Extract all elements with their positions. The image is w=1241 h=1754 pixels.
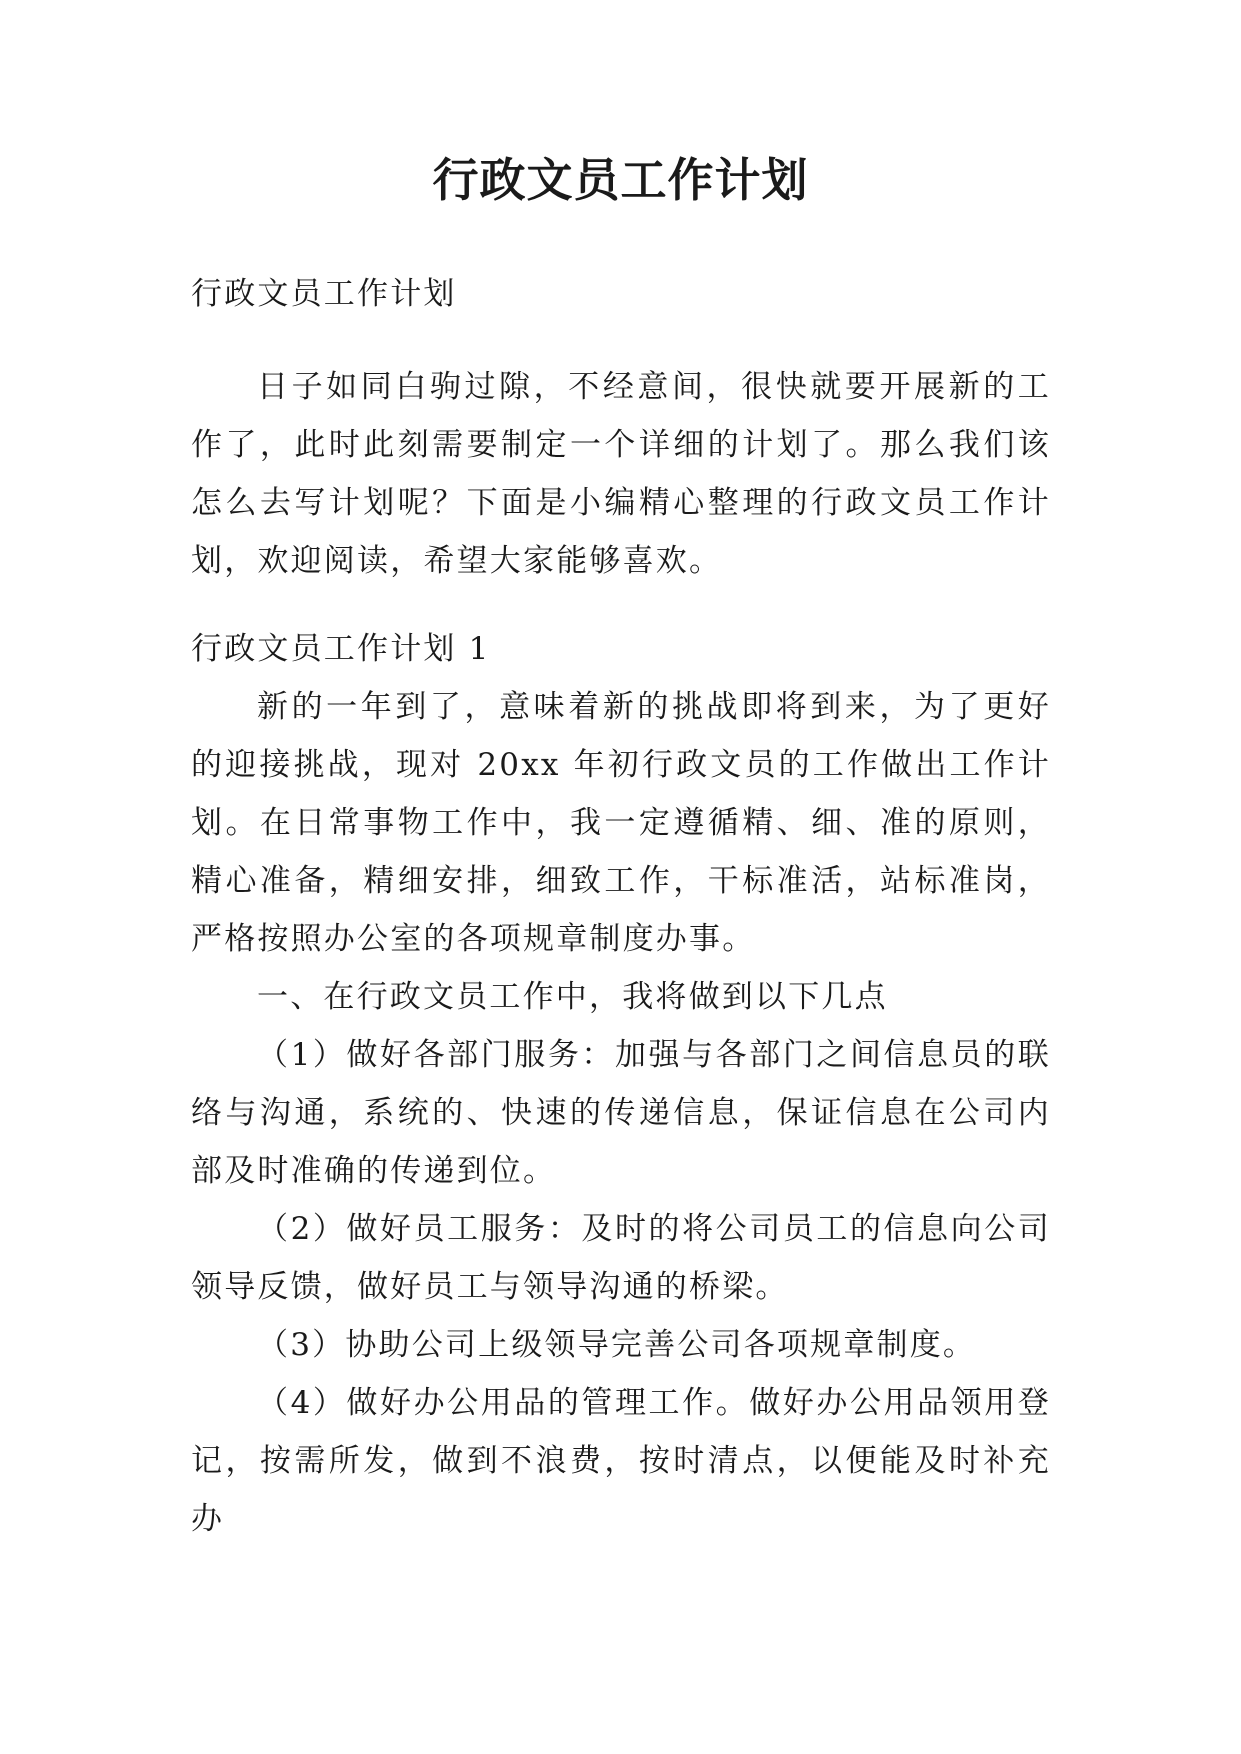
document-subtitle-block [191, 265, 1051, 323]
document-title: 行政文员工作计划 [432, 153, 809, 207]
section-1 [191, 620, 1051, 1548]
document-subtitle: 行政文员工作计划 [191, 276, 457, 312]
paragraph: 新的一年到了，意味着新的挑战即将到来，为了更好的迎接挑战，现对 20xx 年初行政文员的工作做出工作计划。在日常事物工作中，我一定遵循精、细、准的原则，精心准备，精细安排，细致工作，干标准活，站标准岗，严格按照办公室的各项规章制度办事。 [191, 689, 1051, 957]
paragraph: 一、在行政文员工作中，我将做到以下几点 [257, 979, 888, 1015]
paragraph: （2）做好员工服务：及时的将公司员工的信息向公司领导反馈，做好员工与领导沟通的桥梁。 [191, 1211, 1051, 1305]
paragraph: （1）做好各部门服务：加强与各部门之间信息员的联络与沟通，系统的、快速的传递信息，保证信息在公司内部及时准确的传递到位。 [191, 1037, 1051, 1189]
section-heading: 行政文员工作计划 1 [191, 631, 491, 667]
paragraph: （4）做好办公用品的管理工作。做好办公用品领用登记，按需所发，做到不浪费，按时清点，以便能及时补充办 [191, 1385, 1051, 1537]
paragraph: （3）协助公司上级领导完善公司各项规章制度。 [257, 1327, 977, 1363]
intro-block [191, 358, 1051, 590]
intro-paragraph: 日子如同白驹过隙，不经意间，很快就要开展新的工作了，此时此刻需要制定一个详细的计划了。那么我们该怎么去写计划呢？下面是小编精心整理的行政文员工作计划，欢迎阅读，希望大家能够喜欢。 [191, 369, 1051, 579]
